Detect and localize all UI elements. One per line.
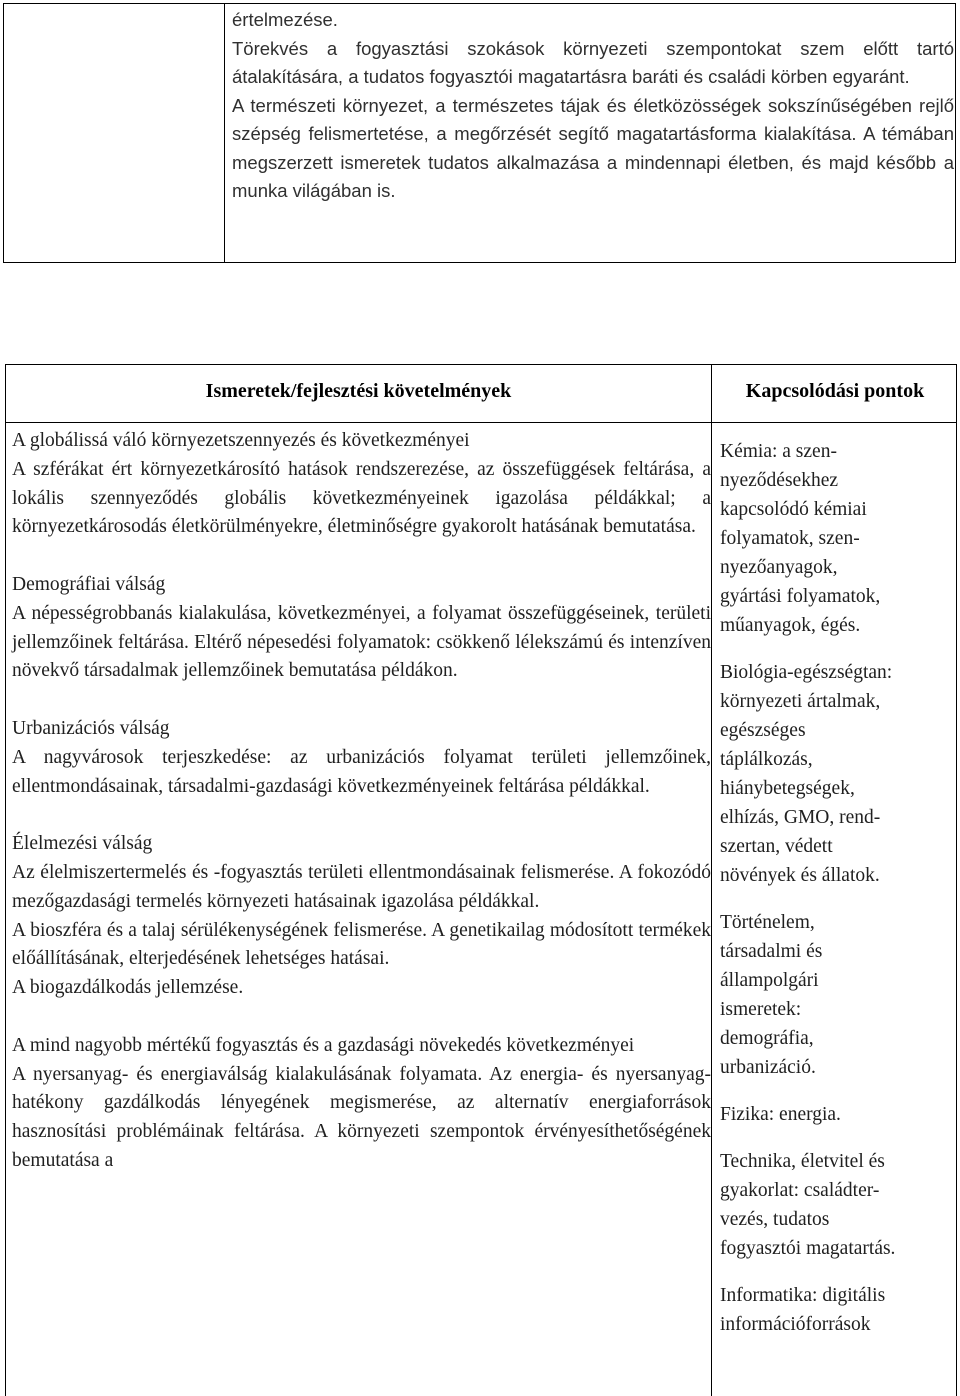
connection-line: Technika, életvitel és [720,1151,885,1172]
section-consumption [12,1032,711,1176]
connection-physics [720,1100,956,1129]
section-body-line: Az élelmiszertermelés és -fogyasztás területi ellentmondásainak felismerése. A fokozódó mezőgazdasági termelés környezeti hatásainak igazolása példákkal. [12,861,711,912]
connection-informatics [720,1281,956,1339]
connection-line: gyártási folyamatok, [720,586,881,607]
section-body: A nyersanyag- és energiaválság kialakulásának folyamata. Az energia- és nyersanyag-hatékony gazdálkodás lényegének megismerése, az alternatív energiaforrások hasznosítási problémáinak feltárása. A környezeti szempontok érvényesíthetőségének bemutatása a [12,1063,711,1171]
requirements-table [5,364,957,1396]
connection-line: táplálkozás, [720,749,813,770]
section-title: A globálissá váló környezetszennyezés és következményei [12,430,470,451]
connection-line: Informatika: digitális [720,1285,886,1306]
section-body: A népességrobbanás kialakulása, következményei, a folyamat összefüggéseinek, területi jellemzőinek feltárása. Eltérő népesedési folyamatok: csökkenő lélekszámú és intenzíven növekvő társadalmak jellemzőinek bemutatása példákon. [12,602,711,682]
section-pollution [12,427,711,542]
connection-chemistry [720,437,956,640]
section-body: A nagyvárosok terjeszkedése: az urbanizációs folyamat területi jellemzőinek, ellentmondásainak, társadalmi-gazdasági következményeinek feltárása példákkal. [12,746,711,797]
connection-line: növények és állatok. [720,865,880,886]
intro-paragraph: Törekvés a fogyasztási szokások környezeti szempontokat szem előtt tartó átalakítására, a tudatos fogyasztói magatartásra baráti és családi körben egyaránt. [232,37,954,87]
connection-line: nyeződésekhez [720,470,839,491]
header-row-divider [6,422,956,423]
connection-line: ismeretek: [720,999,802,1020]
section-urbanization [12,715,711,801]
connections-column [720,437,956,1357]
connection-line: Biológia-egészségtan: [720,662,893,683]
connection-technology [720,1147,956,1263]
section-body-line: A bioszféra és a talaj sérülékenységének felismerése. A genetikailag módosított termékek előállításának, elterjedésének lehetséges hatásai. [12,919,711,970]
intro-content [232,6,954,206]
connection-line: vezés, tudatos [720,1209,830,1230]
connection-history [720,908,956,1082]
connection-line: egészséges [720,720,806,741]
intro-paragraph: A természeti környezet, a természetes tájak és életközösségek sokszínűségében rejlő szépség felismertetése, a megőrzését segítő magatartásforma kialakítása. A témában megszerzett ismeretek tudatos alkalmazása a mindennapi életben, és majd később a munka világában is. [232,94,954,201]
section-body: A szférákat ért környezetkárosító hatások rendszerezése, az összefüggések feltárása, a lokális szennyeződés globális következményeinek igazolása példákkal; a környezetkárosodás életkörülményekre, életminőségre gyakorolt hatásának bemutatása. [12,458,711,538]
intro-paragraph: értelmezése. [232,9,338,30]
connection-biology [720,658,956,890]
section-food [12,830,711,1003]
column-divider [711,365,712,1396]
connection-line: kapcsolódó kémiai [720,499,867,520]
connection-line: fogyasztói magatartás. [720,1238,896,1259]
intro-table [3,3,956,263]
section-demography [12,571,711,686]
connection-line: Történelem, [720,912,815,933]
header-connections: Kapcsolódási pontok [745,380,925,402]
connection-line: gyakorlat: családter- [720,1180,880,1201]
connection-line: nyezőanyagok, [720,557,838,578]
connection-line: hiánybetegségek, [720,778,855,799]
connection-line: állampolgári [720,970,819,991]
connection-line: folyamatok, szen- [720,528,860,549]
header-requirements: Ismeretek/fejlesztési követelmények [205,380,512,402]
connection-line: Fizika: energia. [720,1104,841,1125]
intro-column-divider [224,4,225,262]
connection-line: elhízás, GMO, rend- [720,807,881,828]
connection-line: környezeti ártalmak, [720,691,881,712]
section-title: Urbanizációs válság [12,717,170,739]
connection-line: urbanizáció. [720,1057,816,1078]
section-title: Élelmezési válság [12,833,153,855]
connection-line: információforrások [720,1314,871,1335]
connection-line: Kémia: a szen- [720,441,837,462]
connection-line: műanyagok, égés. [720,615,861,636]
requirements-column [12,427,711,1205]
connection-line: demográfia, [720,1028,814,1049]
section-title: Demográfiai válság [12,573,166,595]
section-title: A mind nagyobb mértékű fogyasztás és a gazdasági növekedés következményei [12,1034,635,1056]
connection-line: szertan, védett [720,836,833,857]
section-body-line: A biogazdálkodás jellemzése. [12,977,244,999]
connection-line: társadalmi és [720,941,823,962]
